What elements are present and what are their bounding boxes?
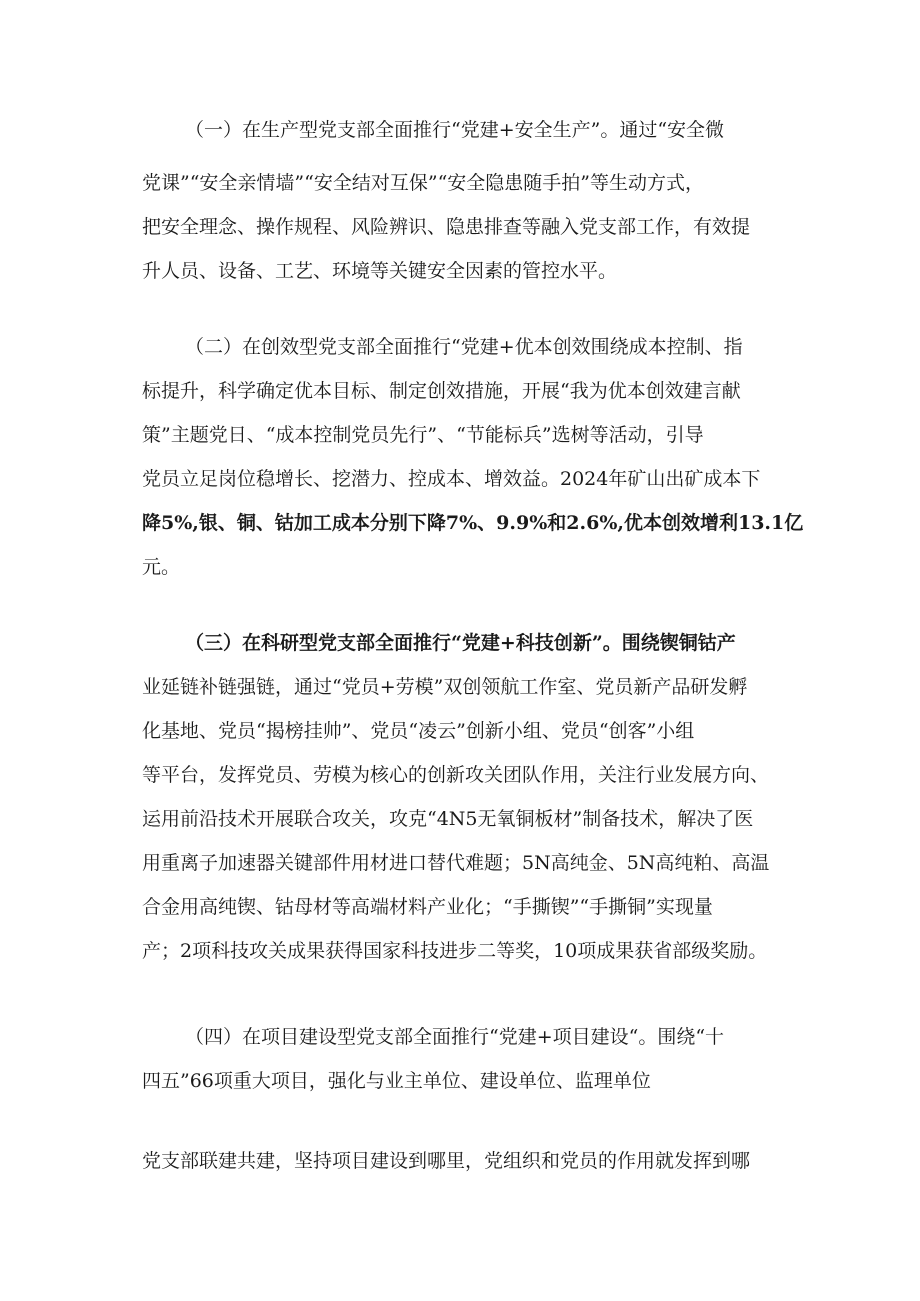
paragraph-2-line-3: 策”主题党日、“成本控制党员先行”、“节能标兵”选树等活动，引导: [142, 424, 704, 446]
paragraph-3-line-2: 业延链补链强链，通过“党员+劳模”双创领航工作室、党员新产品研发孵: [142, 676, 748, 698]
paragraph-4-line-3: 党支部联建共建，坚持项目建设到哪里，党组织和党员的作用就发挥到哪: [142, 1150, 751, 1172]
paragraph-2-line-1: （二）在创效型党支部全面推行“党建+优本创效围绕成本控制、指: [185, 336, 743, 358]
paragraph-4-line-1: （四）在项目建设型党支部全面推行“党建+项目建设“。围绕“十: [185, 1026, 725, 1048]
paragraph-2-line-4: 党员立足岗位稳增长、挖潜力、控成本、增效益。2024年矿山出矿成本下: [142, 468, 761, 490]
paragraph-3-line-1: （三）在科研型党支部全面推行“党建+科技创新”。围绕锲铜钴产: [185, 632, 736, 654]
paragraph-3-line-7: 合金用高纯锲、钴母材等高端材料产业化；“手撕锲”“手撕铜”实现量: [142, 896, 713, 918]
paragraph-3-line-4: 等平台，发挥党员、劳模为核心的创新攻关团队作用，关注行业发展方向、: [142, 764, 770, 786]
paragraph-2-line-6: 元。: [142, 556, 181, 578]
paragraph-1-line-1: （一）在生产型党支部全面推行“党建+安全生产”。通过“安全微: [185, 119, 725, 141]
paragraph-1-line-4: 升人员、设备、工艺、环境等关键安全因素的管控水平。: [142, 260, 618, 282]
paragraph-1-line-2: 党课”“安全亲情墙”“安全结对互保”“安全隐患随手拍”等生动方式，: [142, 172, 704, 194]
paragraph-4-line-2: 四五”66项重大项目，强化与业主单位、建设单位、监理单位: [142, 1070, 651, 1092]
paragraph-1-line-3: 把安全理念、操作规程、风险辨识、隐患排查等融入党支部工作，有效提: [142, 216, 751, 238]
paragraph-2-line-5: 降5%,银、铜、钴加工成本分别下降7%、9.9%和2.6%,优本创效增利13.1亿: [142, 512, 804, 534]
paragraph-3-line-8: 产；2项科技攻关成果获得国家科技进步二等奖，10项成果获省部级奖励。: [142, 940, 768, 962]
paragraph-3-line-6: 用重离子加速器关键部件用材进口替代难题；5N高纯金、5N高纯粕、高温: [142, 852, 770, 874]
paragraph-3-line-3: 化基地、党员“揭榜挂帅”、党员“凌云”创新小组、党员“创客”小组: [142, 720, 695, 742]
paragraph-2-line-2: 标提升，科学确定优本目标、制定创效措施，开展“我为优本创效建言献: [142, 380, 741, 402]
paragraph-3-line-5: 运用前沿技术开展联合攻关，攻克“4N5无氧铜板材”制备技术，解决了医: [142, 808, 754, 830]
